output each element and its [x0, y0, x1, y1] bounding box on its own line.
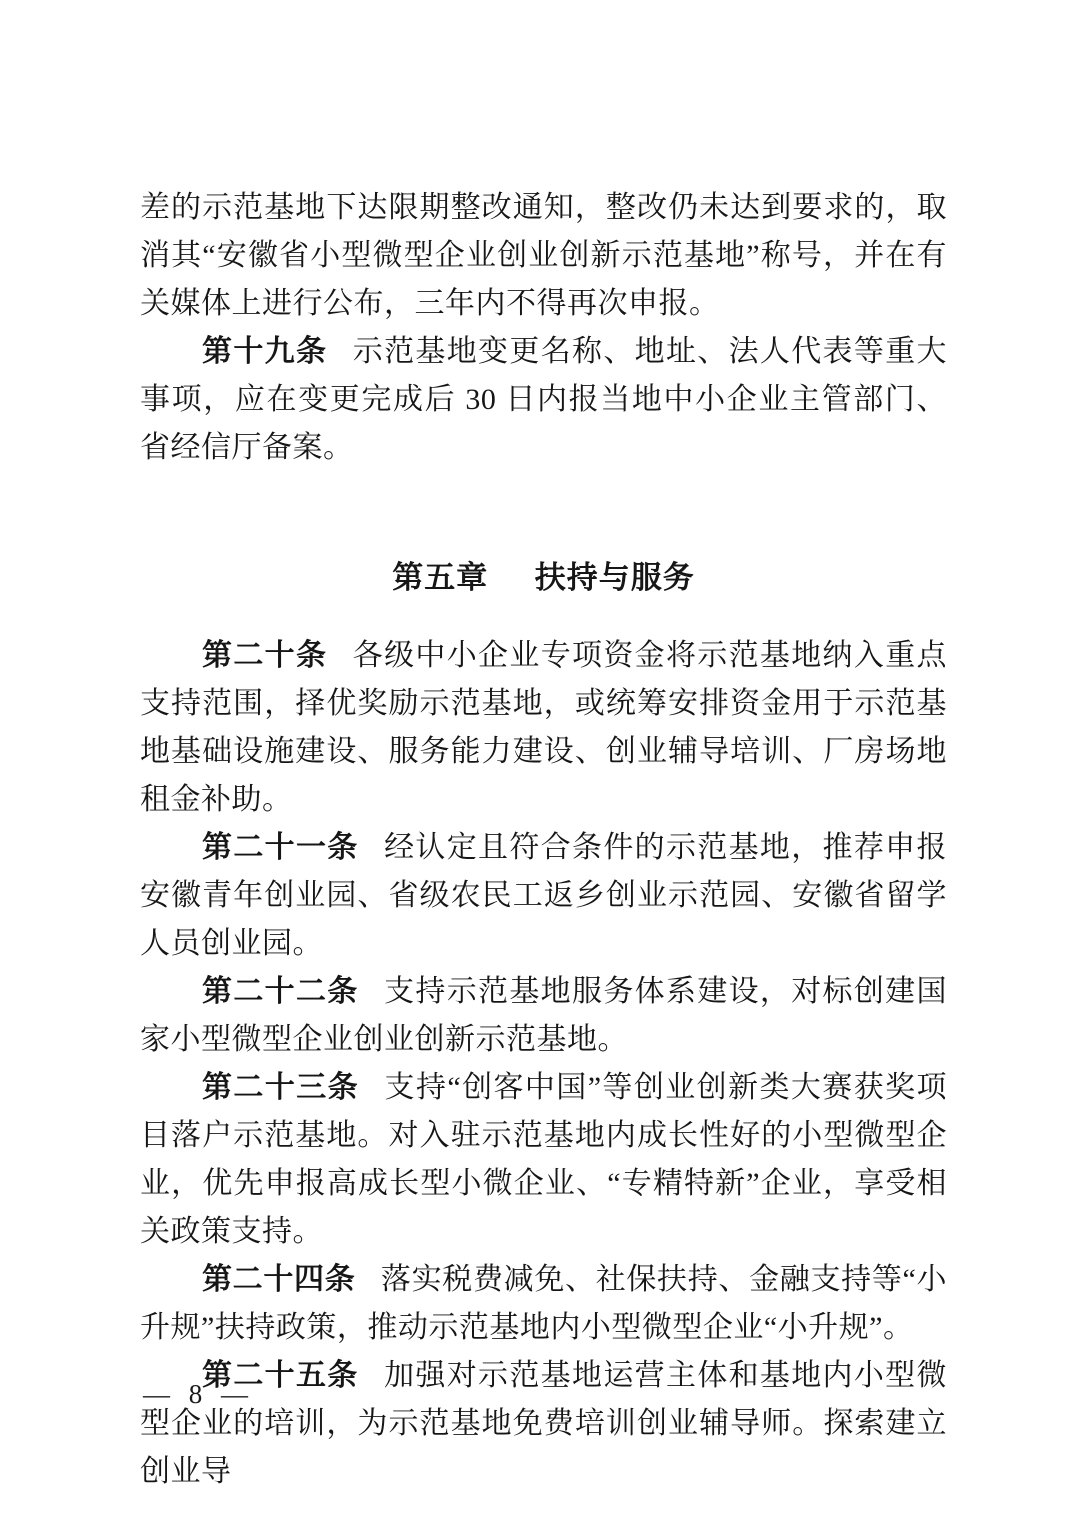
article-20-paragraph [140, 632, 947, 824]
article-25-paragraph [140, 1352, 947, 1496]
chapter-heading [140, 554, 947, 602]
page-number: — 8 — [143, 1379, 254, 1409]
article-23-number: 第二十三条 [202, 1071, 360, 1104]
article-25-number: 第二十五条 [202, 1359, 359, 1392]
chapter-number: 第五章 [392, 560, 489, 595]
article-21-number: 第二十一条 [202, 831, 359, 864]
article-25-text: 加强对示范基地运营主体和基地内小型微型企业的培训，为示范基地免费培训创业辅导师。探索建立创业导 [140, 1359, 948, 1488]
article-19-text: 示范基地变更名称、地址、法人代表等重大事项，应在变更完成后 30 日内报当地中小企业主管部门、省经信厅备案。 [140, 335, 948, 464]
article-19-number: 第十九条 [202, 335, 328, 368]
chapter-title: 扶持与服务 [534, 560, 695, 595]
article-24-text: 落实税费减免、社保扶持、金融支持等“小升规”扶持政策，推动示范基地内小型微型企业“小升规”。 [140, 1263, 948, 1344]
article-19-paragraph [140, 328, 947, 472]
continuation-paragraph [140, 184, 947, 328]
article-23-paragraph [140, 1064, 947, 1256]
article-22-number: 第二十二条 [202, 975, 359, 1008]
article-23-text: 支持“创客中国”等创业创新类大赛获奖项目落户示范基地。对入驻示范基地内成长性好的小型微型企业，优先申报高成长型小微企业、“专精特新”企业，享受相关政策支持。 [140, 1071, 948, 1248]
document-body [140, 184, 947, 1496]
article-20-number: 第二十条 [202, 639, 328, 672]
paragraph-text: 差的示范基地下达限期整改通知，整改仍未达到要求的，取消其“安徽省小型微型企业创业创新示范基地”称号，并在有关媒体上进行公布，三年内不得再次申报。 [140, 191, 947, 320]
article-21-paragraph [140, 824, 947, 968]
article-24-number: 第二十四条 [202, 1263, 356, 1296]
article-22-paragraph [140, 968, 947, 1064]
article-22-text: 支持示范基地服务体系建设，对标创建国家小型微型企业创业创新示范基地。 [140, 975, 948, 1056]
article-24-paragraph [140, 1256, 947, 1352]
article-21-text: 经认定且符合条件的示范基地，推荐申报安徽青年创业园、省级农民工返乡创业示范园、安徽省留学人员创业园。 [140, 831, 948, 960]
article-20-text: 各级中小企业专项资金将示范基地纳入重点支持范围，择优奖励示范基地，或统筹安排资金用于示范基地基础设施建设、服务能力建设、创业辅导培训、厂房场地租金补助。 [140, 639, 948, 816]
